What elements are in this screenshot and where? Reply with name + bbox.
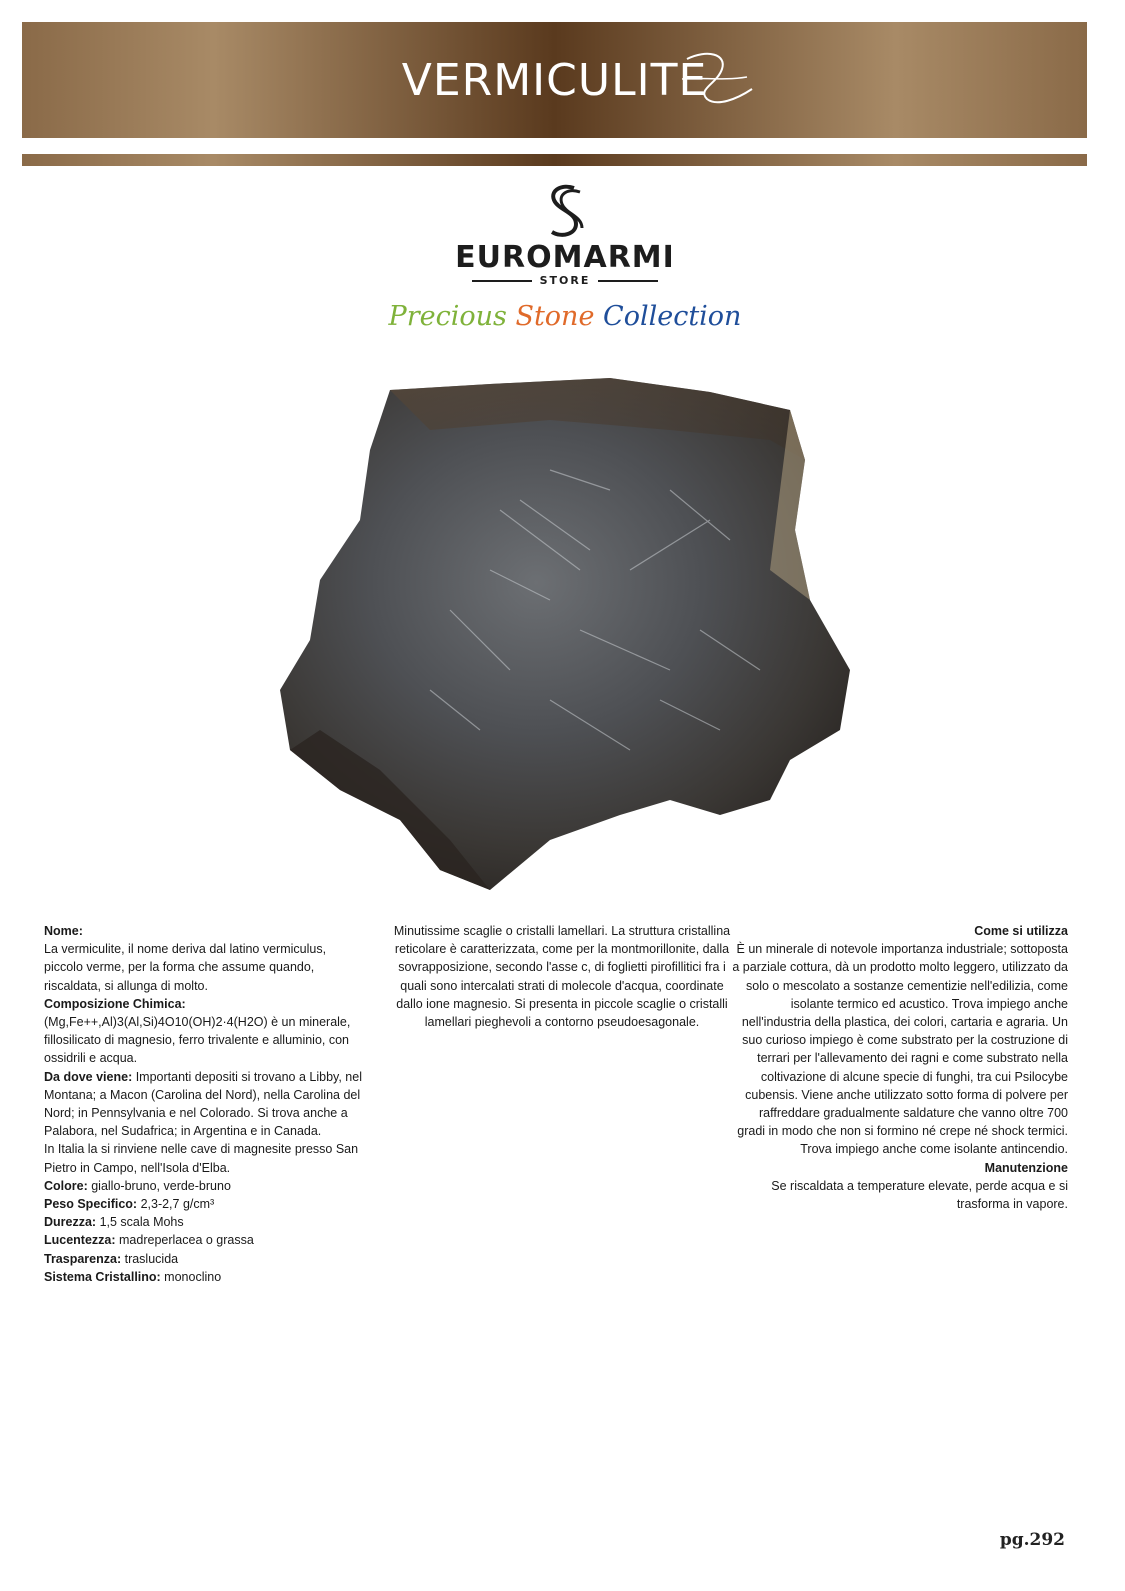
colore-row	[44, 1177, 364, 1195]
stone-photo	[250, 370, 870, 900]
tagline-word-precious: Precious	[388, 301, 507, 332]
italia-text: In Italia la si rinviene nelle cave di magnesite presso San Pietro in Campo, nell'Isola d'Elba.	[44, 1142, 359, 1175]
tagline-word-collection: Collection	[603, 301, 742, 332]
sistema-label: Sistema Cristallino:	[44, 1269, 161, 1284]
colore-value: giallo-bruno, verde-bruno	[87, 1178, 231, 1193]
page-title	[402, 55, 708, 106]
colore-label: Colore:	[44, 1178, 88, 1193]
peso-row	[44, 1195, 364, 1213]
composizione-text: (Mg,Fe++,Al)3(Al,Si)4O10(OH)2·4(H2O) è un minerale, fillosilicato di magnesio, ferro trivalente e alluminio, con ossidrili e acqua.	[44, 1015, 351, 1066]
nome-label: Nome:	[44, 924, 83, 938]
uso-text: È un minerale di notevole importanza industriale; sottoposta a parziale cottura, dà un prodotto molto leggero, utilizzato da solo o mescolato a sostanze cementizie nell'edilizia, come isolante termico ed acustico. Trova impiego anche nell'industria della plastica, dei colori, cartaria e agraria. Un suo curioso impiego è come substrato per la costruzione di terrari per l'allevamento dei ragni e come substrato nella coltivazione di alcune specie di funghi, tra cui Psilocybe cubensis. Viene anche utilizzato sotto forma di polvere per raffreddare gradualmente saldature che vanno oltre 700 gradi in modo che non si formino né crepe né shock termici. Trova impiego anche come isolante antincendio.	[732, 942, 1068, 1157]
page-title-text: VERMICULITE	[401, 54, 708, 106]
manutenzione-label: Manutenzione	[984, 1160, 1068, 1175]
brand-sub-line-right	[598, 280, 658, 282]
dove-text: Importanti depositi si trovano a Libby, nel Montana; a Macon (Carolina del Nord), nella Carolina del Nord; in Pennsylvania e nel Colorado. Si trova anche a Palabora, nel Sudafrica; in Argentina e in Canada.	[44, 1069, 362, 1139]
brand-logo	[388, 182, 742, 352]
lucentezza-value: madreperlacea o grassa	[115, 1233, 254, 1248]
trasparenza-value: traslucida	[121, 1251, 179, 1266]
euromarmi-logo-icon	[540, 182, 590, 240]
structure-column	[392, 922, 732, 1031]
brand-sub-line-left	[472, 280, 532, 282]
dove-label: Da dove viene:	[44, 1069, 133, 1084]
brand-tagline	[389, 301, 742, 332]
structure-text: Minutissime scaglie o cristalli lamellari. La struttura cristallina reticolare è caratterizzata, come per la montmorillonite, dalla sovrapposizione, secondo l'asse c, di foglietti pirofillitici fra i quali sono intercalati strati di molecole d'acqua, coordinate dallo ione magnesio. Si presenta in piccole scaglie o cristalli lamellari pieghevoli a contorno pseudoesagonale.	[393, 924, 731, 1030]
properties-column	[44, 922, 364, 1286]
title-banner	[22, 22, 1087, 138]
flourish-icon	[677, 49, 757, 109]
lucentezza-label: Lucentezza:	[44, 1233, 116, 1248]
composizione-label: Composizione Chimica:	[44, 996, 186, 1011]
durezza-value: 1,5 scala Mohs	[96, 1215, 184, 1230]
peso-value: 2,3-2,7 g/cm³	[137, 1197, 215, 1212]
sistema-row	[44, 1268, 364, 1286]
brand-sub: STORE	[539, 274, 591, 287]
nome-text: La vermiculite, il nome deriva dal latino vermiculus, piccolo verme, per la forma che assume quando, riscaldata, si allunga di molto.	[44, 942, 327, 993]
trasparenza-row	[44, 1250, 364, 1268]
page-number: pg.292	[999, 1530, 1065, 1550]
trasparenza-label: Trasparenza:	[44, 1251, 122, 1266]
durezza-row	[44, 1213, 364, 1231]
brand-name: EUROMARMI	[455, 240, 675, 275]
lucentezza-row	[44, 1231, 364, 1249]
peso-label: Peso Specifico:	[44, 1197, 138, 1212]
usage-column	[728, 922, 1068, 1213]
dove-paragraph	[44, 1068, 364, 1141]
banner-divider	[22, 154, 1087, 166]
brand-sub-row	[472, 274, 659, 287]
uso-label: Come si utilizza	[974, 924, 1068, 938]
tagline-word-stone: Stone	[515, 301, 595, 332]
durezza-label: Durezza:	[44, 1215, 97, 1230]
sistema-value: monoclino	[160, 1269, 222, 1284]
stone-body	[280, 378, 850, 890]
manutenzione-text: Se riscaldata a temperature elevate, perde acqua e si trasforma in vapore.	[771, 1178, 1068, 1212]
